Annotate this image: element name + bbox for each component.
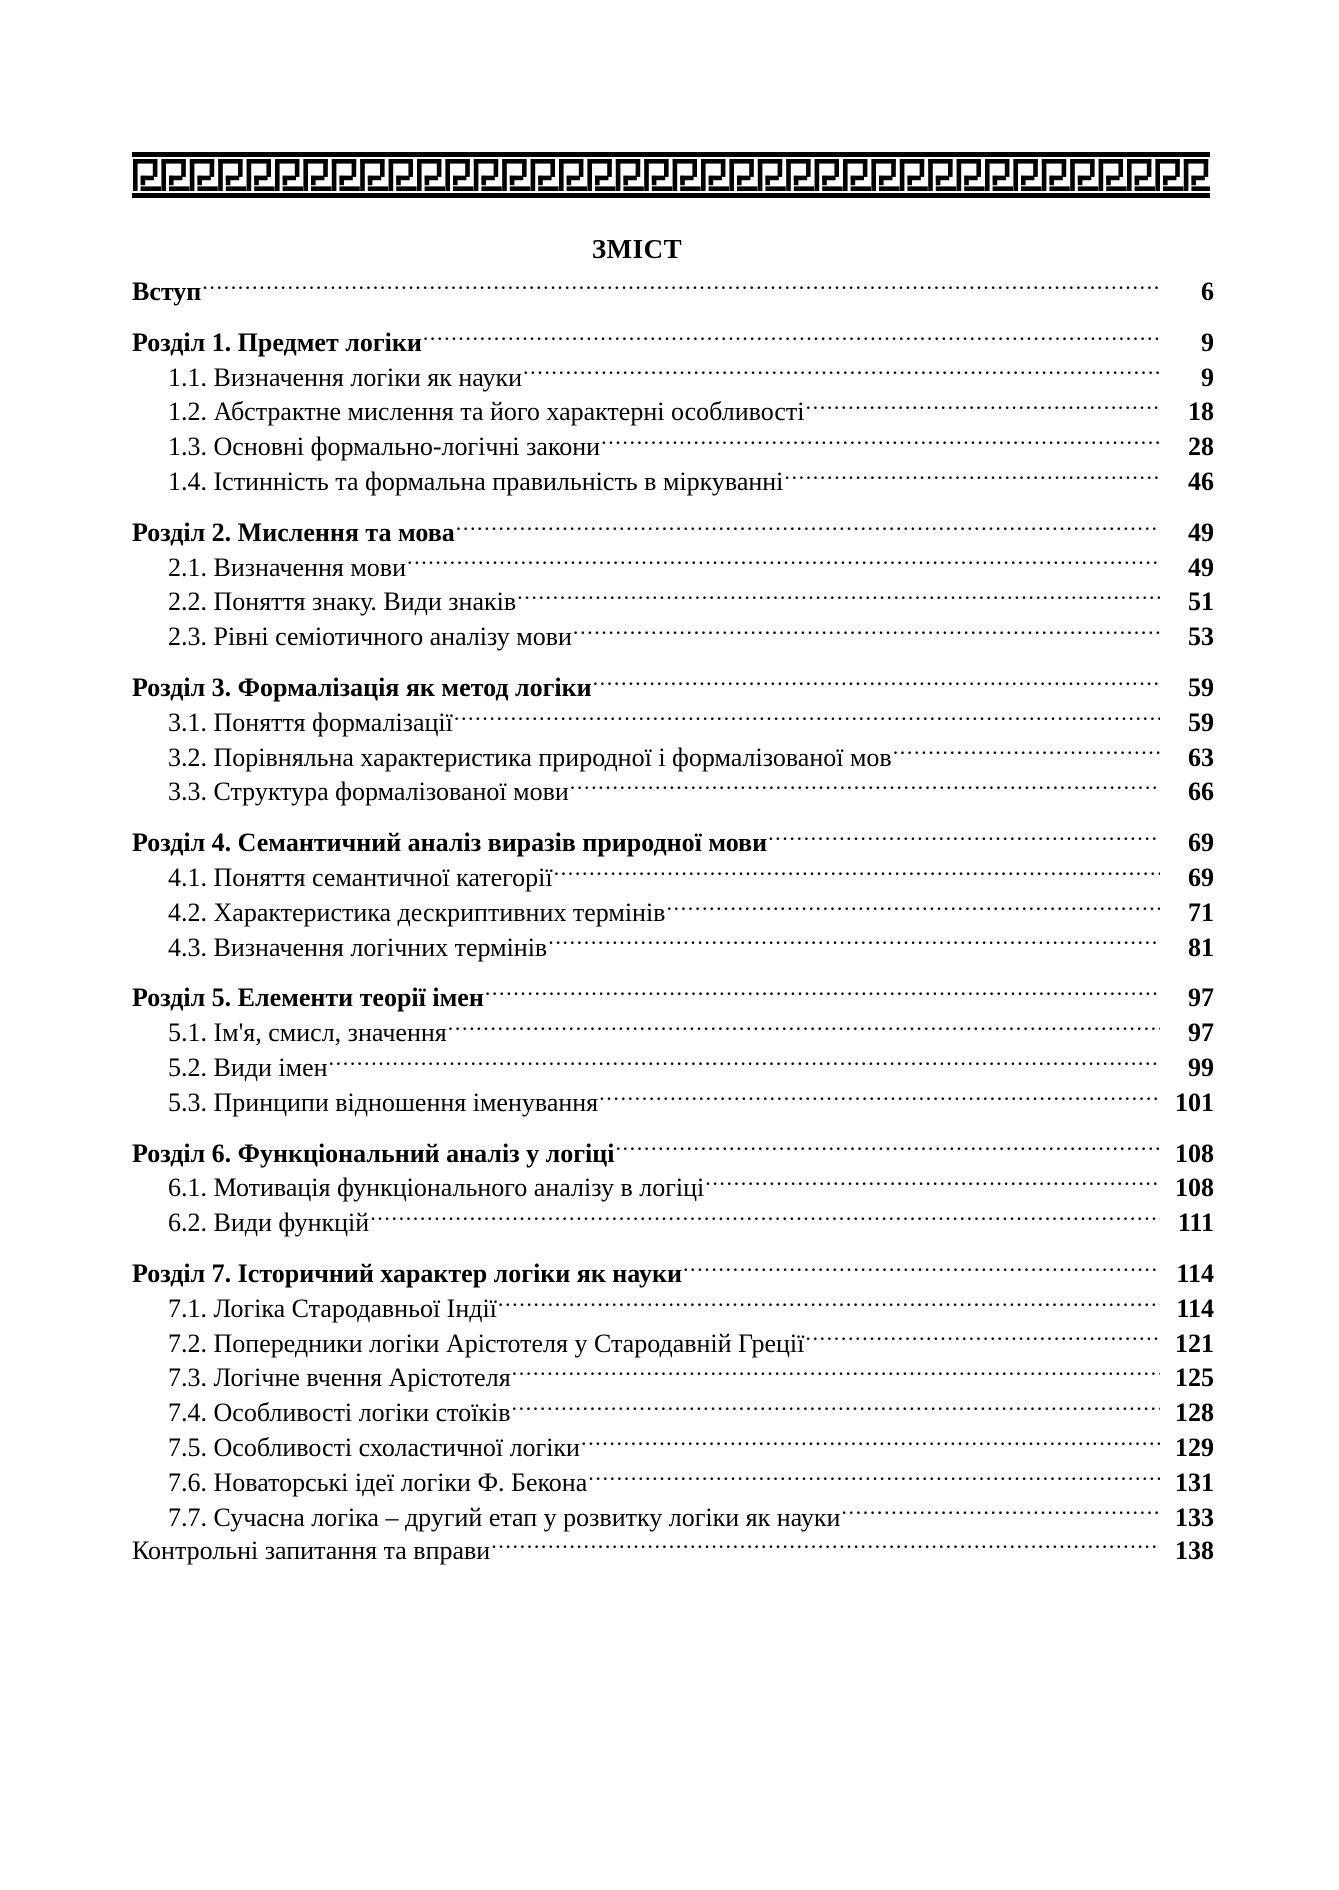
toc-entry-label: 5.1. Ім'я, смисл, значення bbox=[168, 1018, 447, 1048]
toc-dot-leader bbox=[370, 1215, 1160, 1231]
toc-entry-label: Розділ 7. Історичний характер логіки як науки bbox=[132, 1258, 682, 1288]
toc-entry-section[interactable] bbox=[132, 775, 1214, 809]
toc-entry-page-number: 128 bbox=[1175, 1398, 1214, 1428]
toc-entry-label: 7.1. Логіка Стародавньої Індії bbox=[168, 1293, 497, 1323]
toc-entry-label: 1.4. Істинність та формальна правильність в міркуванні bbox=[168, 466, 784, 496]
toc-dot-leader bbox=[806, 404, 1160, 420]
toc-entry-page-number: 133 bbox=[1175, 1502, 1214, 1532]
toc-entry-page-number: 49 bbox=[1188, 552, 1214, 582]
toc-entry-section[interactable] bbox=[132, 741, 1214, 775]
toc-entry-section[interactable] bbox=[132, 1466, 1214, 1500]
toc-dot-leader bbox=[202, 284, 1160, 300]
toc-dot-leader bbox=[329, 1060, 1160, 1076]
toc-entry-page-number: 129 bbox=[1175, 1432, 1214, 1462]
toc-entry-page-number: 125 bbox=[1175, 1363, 1214, 1393]
toc-entry-chapter[interactable] bbox=[132, 981, 1214, 1015]
page-title: ЗМІСТ bbox=[591, 234, 683, 264]
page-content bbox=[132, 152, 1214, 1568]
toc-dot-leader bbox=[601, 439, 1160, 455]
toc-entry-label: 2.2. Поняття знаку. Види знаків bbox=[168, 587, 517, 617]
toc-entry-label: 3.2. Порівняльна характеристика природної і формалізованої мов bbox=[168, 742, 892, 772]
toc-entry-label: Розділ 5. Елементи теорії імен bbox=[132, 983, 484, 1013]
toc-entry-page-number: 63 bbox=[1188, 742, 1214, 772]
toc-entry-chapter[interactable] bbox=[132, 1257, 1214, 1291]
toc-entry-label: 6.1. Мотивація функціонального аналізу в логіці bbox=[168, 1173, 705, 1203]
toc-entry-label: 1.2. Абстрактне мислення та його характерні особливості bbox=[168, 397, 805, 427]
toc-entry-page-number: 49 bbox=[1188, 517, 1214, 547]
toc-entry-label: Розділ 2. Мислення та мова bbox=[132, 517, 455, 547]
toc-entry-label: 6.2. Види функцій bbox=[168, 1208, 370, 1238]
toc-dot-leader bbox=[485, 990, 1160, 1006]
toc-entry-page-number: 114 bbox=[1176, 1293, 1214, 1323]
toc-entry-section[interactable] bbox=[132, 706, 1214, 740]
toc-entry-page-number: 9 bbox=[1201, 362, 1214, 392]
toc-entry-section[interactable] bbox=[132, 465, 1214, 499]
toc-entry-section[interactable] bbox=[132, 1016, 1214, 1050]
toc-entry-page-number: 66 bbox=[1188, 777, 1214, 807]
toc-dot-leader bbox=[570, 784, 1160, 800]
toc-entry-page-number: 114 bbox=[1176, 1258, 1214, 1288]
toc-entry-label: Розділ 4. Семантичний аналіз виразів природної мови bbox=[132, 828, 768, 858]
toc-entry-page-number: 121 bbox=[1175, 1328, 1214, 1358]
toc-entry-section[interactable] bbox=[132, 1206, 1214, 1240]
toc-entry-page-number: 59 bbox=[1188, 707, 1214, 737]
toc-entry-section[interactable] bbox=[132, 1292, 1214, 1326]
toc-entry-page-number: 131 bbox=[1175, 1467, 1214, 1497]
toc-entry-page-number: 59 bbox=[1188, 672, 1214, 702]
toc-dot-leader bbox=[683, 1266, 1160, 1282]
toc-entry-chapter[interactable] bbox=[132, 671, 1214, 705]
toc-dot-leader bbox=[454, 715, 1160, 731]
toc-entry-page-number: 69 bbox=[1188, 828, 1214, 858]
toc-entry-page-number: 69 bbox=[1188, 862, 1214, 892]
toc-dot-leader bbox=[784, 474, 1160, 490]
toc-entry-section[interactable] bbox=[132, 1431, 1214, 1465]
toc-dot-leader bbox=[573, 629, 1160, 645]
toc-entry-section[interactable] bbox=[132, 1171, 1214, 1205]
toc-entry-section[interactable] bbox=[132, 361, 1214, 395]
toc-entry-label: 1.3. Основні формально-логічні закони bbox=[168, 432, 601, 462]
toc-dot-leader bbox=[448, 1025, 1160, 1041]
toc-entry-page-number: 81 bbox=[1188, 932, 1214, 962]
toc-dot-leader bbox=[805, 1336, 1160, 1352]
toc-entry-page-number: 51 bbox=[1188, 587, 1214, 617]
toc-entry-label: 7.4. Особливості логіки стоїків bbox=[168, 1398, 511, 1428]
toc-entry-label: Розділ 1. Предмет логіки bbox=[132, 327, 422, 357]
toc-entry-section[interactable] bbox=[132, 551, 1214, 585]
greek-meander-border bbox=[132, 152, 1210, 198]
toc-entry-label: Розділ 6. Функціональний аналіз у логіці bbox=[132, 1138, 615, 1168]
toc-entry-label: 5.3. Принципи відношення іменування bbox=[168, 1087, 599, 1117]
toc-entry-page-number: 28 bbox=[1188, 432, 1214, 462]
toc-dot-leader bbox=[511, 1405, 1160, 1421]
toc-dot-leader bbox=[523, 370, 1160, 386]
toc-entry-label: Вступ bbox=[132, 277, 202, 306]
toc-dot-leader bbox=[548, 940, 1160, 956]
toc-entry-page-number: 111 bbox=[1177, 1208, 1214, 1238]
toc-entry-section[interactable] bbox=[132, 1501, 1214, 1535]
toc-dot-leader bbox=[456, 525, 1160, 541]
toc-entry-page-number: 97 bbox=[1188, 1018, 1214, 1048]
table-of-contents bbox=[132, 275, 1214, 1568]
toc-dot-leader bbox=[893, 750, 1160, 766]
toc-entry-page-number: 53 bbox=[1188, 622, 1214, 652]
toc-entry-page-number: 97 bbox=[1188, 983, 1214, 1013]
toc-entry-label: Розділ 3. Формалізація як метод логіки bbox=[132, 672, 592, 702]
toc-entry-chapter[interactable] bbox=[132, 326, 1214, 360]
toc-entry-section[interactable] bbox=[132, 620, 1214, 654]
toc-entry-label: 2.3. Рівні семіотичного аналізу мови bbox=[168, 622, 572, 652]
toc-entry-section[interactable] bbox=[132, 1361, 1214, 1395]
toc-entry-section[interactable] bbox=[132, 1086, 1214, 1120]
toc-dot-leader bbox=[517, 594, 1160, 610]
toc-dot-leader bbox=[593, 680, 1160, 696]
toc-dot-leader bbox=[705, 1180, 1160, 1196]
toc-entry-label: 7.6. Новаторські ідеї логіки Ф. Бекона bbox=[168, 1467, 588, 1497]
toc-entry-page-number: 138 bbox=[1175, 1536, 1214, 1566]
toc-entry-label: 3.1. Поняття формалізації bbox=[168, 707, 453, 737]
toc-entry-section[interactable] bbox=[132, 430, 1214, 464]
toc-entry-chapter[interactable] bbox=[132, 516, 1214, 550]
toc-entry-section[interactable] bbox=[132, 1396, 1214, 1430]
toc-entry-label: 1.1. Визначення логіки як науки bbox=[168, 362, 523, 392]
toc-dot-leader bbox=[491, 1543, 1160, 1559]
toc-dot-leader bbox=[599, 1095, 1160, 1111]
toc-entry-page-number: 46 bbox=[1188, 466, 1214, 496]
toc-entry-section[interactable] bbox=[132, 861, 1214, 895]
toc-entry-front[interactable] bbox=[132, 275, 1214, 309]
toc-entry-label: 7.2. Попередники логіки Арістотеля у Стародавній Греції bbox=[168, 1328, 805, 1358]
toc-dot-leader bbox=[841, 1510, 1160, 1526]
toc-entry-label: Контрольні запитання та вправи bbox=[132, 1536, 491, 1566]
toc-entry-page-number: 71 bbox=[1188, 897, 1214, 927]
toc-dot-leader bbox=[512, 1370, 1160, 1386]
toc-dot-leader bbox=[615, 1146, 1160, 1162]
toc-entry-label: 4.1. Поняття семантичної категорії bbox=[168, 862, 553, 892]
toc-dot-leader bbox=[407, 560, 1160, 576]
toc-entry-label: 2.1. Визначення мови bbox=[168, 552, 406, 582]
toc-entry-section[interactable] bbox=[132, 395, 1214, 429]
toc-entry-chapter[interactable] bbox=[132, 826, 1214, 860]
toc-entry-page-number: 101 bbox=[1175, 1087, 1214, 1117]
toc-entry-label: 7.5. Особливості схоластичної логіки bbox=[168, 1432, 580, 1462]
toc-entry-page-number: 99 bbox=[1188, 1052, 1214, 1082]
toc-entry-back[interactable] bbox=[132, 1534, 1214, 1568]
toc-dot-leader bbox=[588, 1475, 1160, 1491]
toc-entry-section[interactable] bbox=[132, 585, 1214, 619]
meander-ornament-icon bbox=[132, 152, 1210, 198]
toc-entry-section[interactable] bbox=[132, 896, 1214, 930]
toc-entry-label: 3.3. Структура формалізованої мови bbox=[168, 777, 569, 807]
toc-dot-leader bbox=[498, 1301, 1160, 1317]
toc-entry-page-number: 6 bbox=[1201, 277, 1214, 306]
toc-entry-label: 4.3. Визначення логічних термінів bbox=[168, 932, 548, 962]
toc-dot-leader bbox=[768, 835, 1160, 851]
toc-dot-leader bbox=[666, 905, 1160, 921]
toc-dot-leader bbox=[423, 335, 1160, 351]
toc-entry-label: 4.2. Характеристика дескриптивних термінів bbox=[168, 897, 666, 927]
toc-entry-page-number: 108 bbox=[1175, 1173, 1214, 1203]
toc-entry-section[interactable] bbox=[132, 1327, 1214, 1361]
toc-entry-label: 5.2. Види імен bbox=[168, 1052, 328, 1082]
toc-dot-leader bbox=[581, 1440, 1160, 1456]
toc-entry-page-number: 9 bbox=[1201, 327, 1214, 357]
toc-entry-chapter[interactable] bbox=[132, 1137, 1214, 1171]
toc-entry-page-number: 108 bbox=[1175, 1138, 1214, 1168]
toc-entry-section[interactable] bbox=[132, 931, 1214, 965]
toc-dot-leader bbox=[554, 870, 1160, 886]
toc-entry-label: 7.7. Сучасна логіка – другий етап у розвитку логіки як науки bbox=[168, 1502, 841, 1532]
toc-entry-section[interactable] bbox=[132, 1051, 1214, 1085]
toc-entry-label: 7.3. Логічне вчення Арістотеля bbox=[168, 1363, 511, 1393]
toc-entry-page-number: 18 bbox=[1188, 397, 1214, 427]
